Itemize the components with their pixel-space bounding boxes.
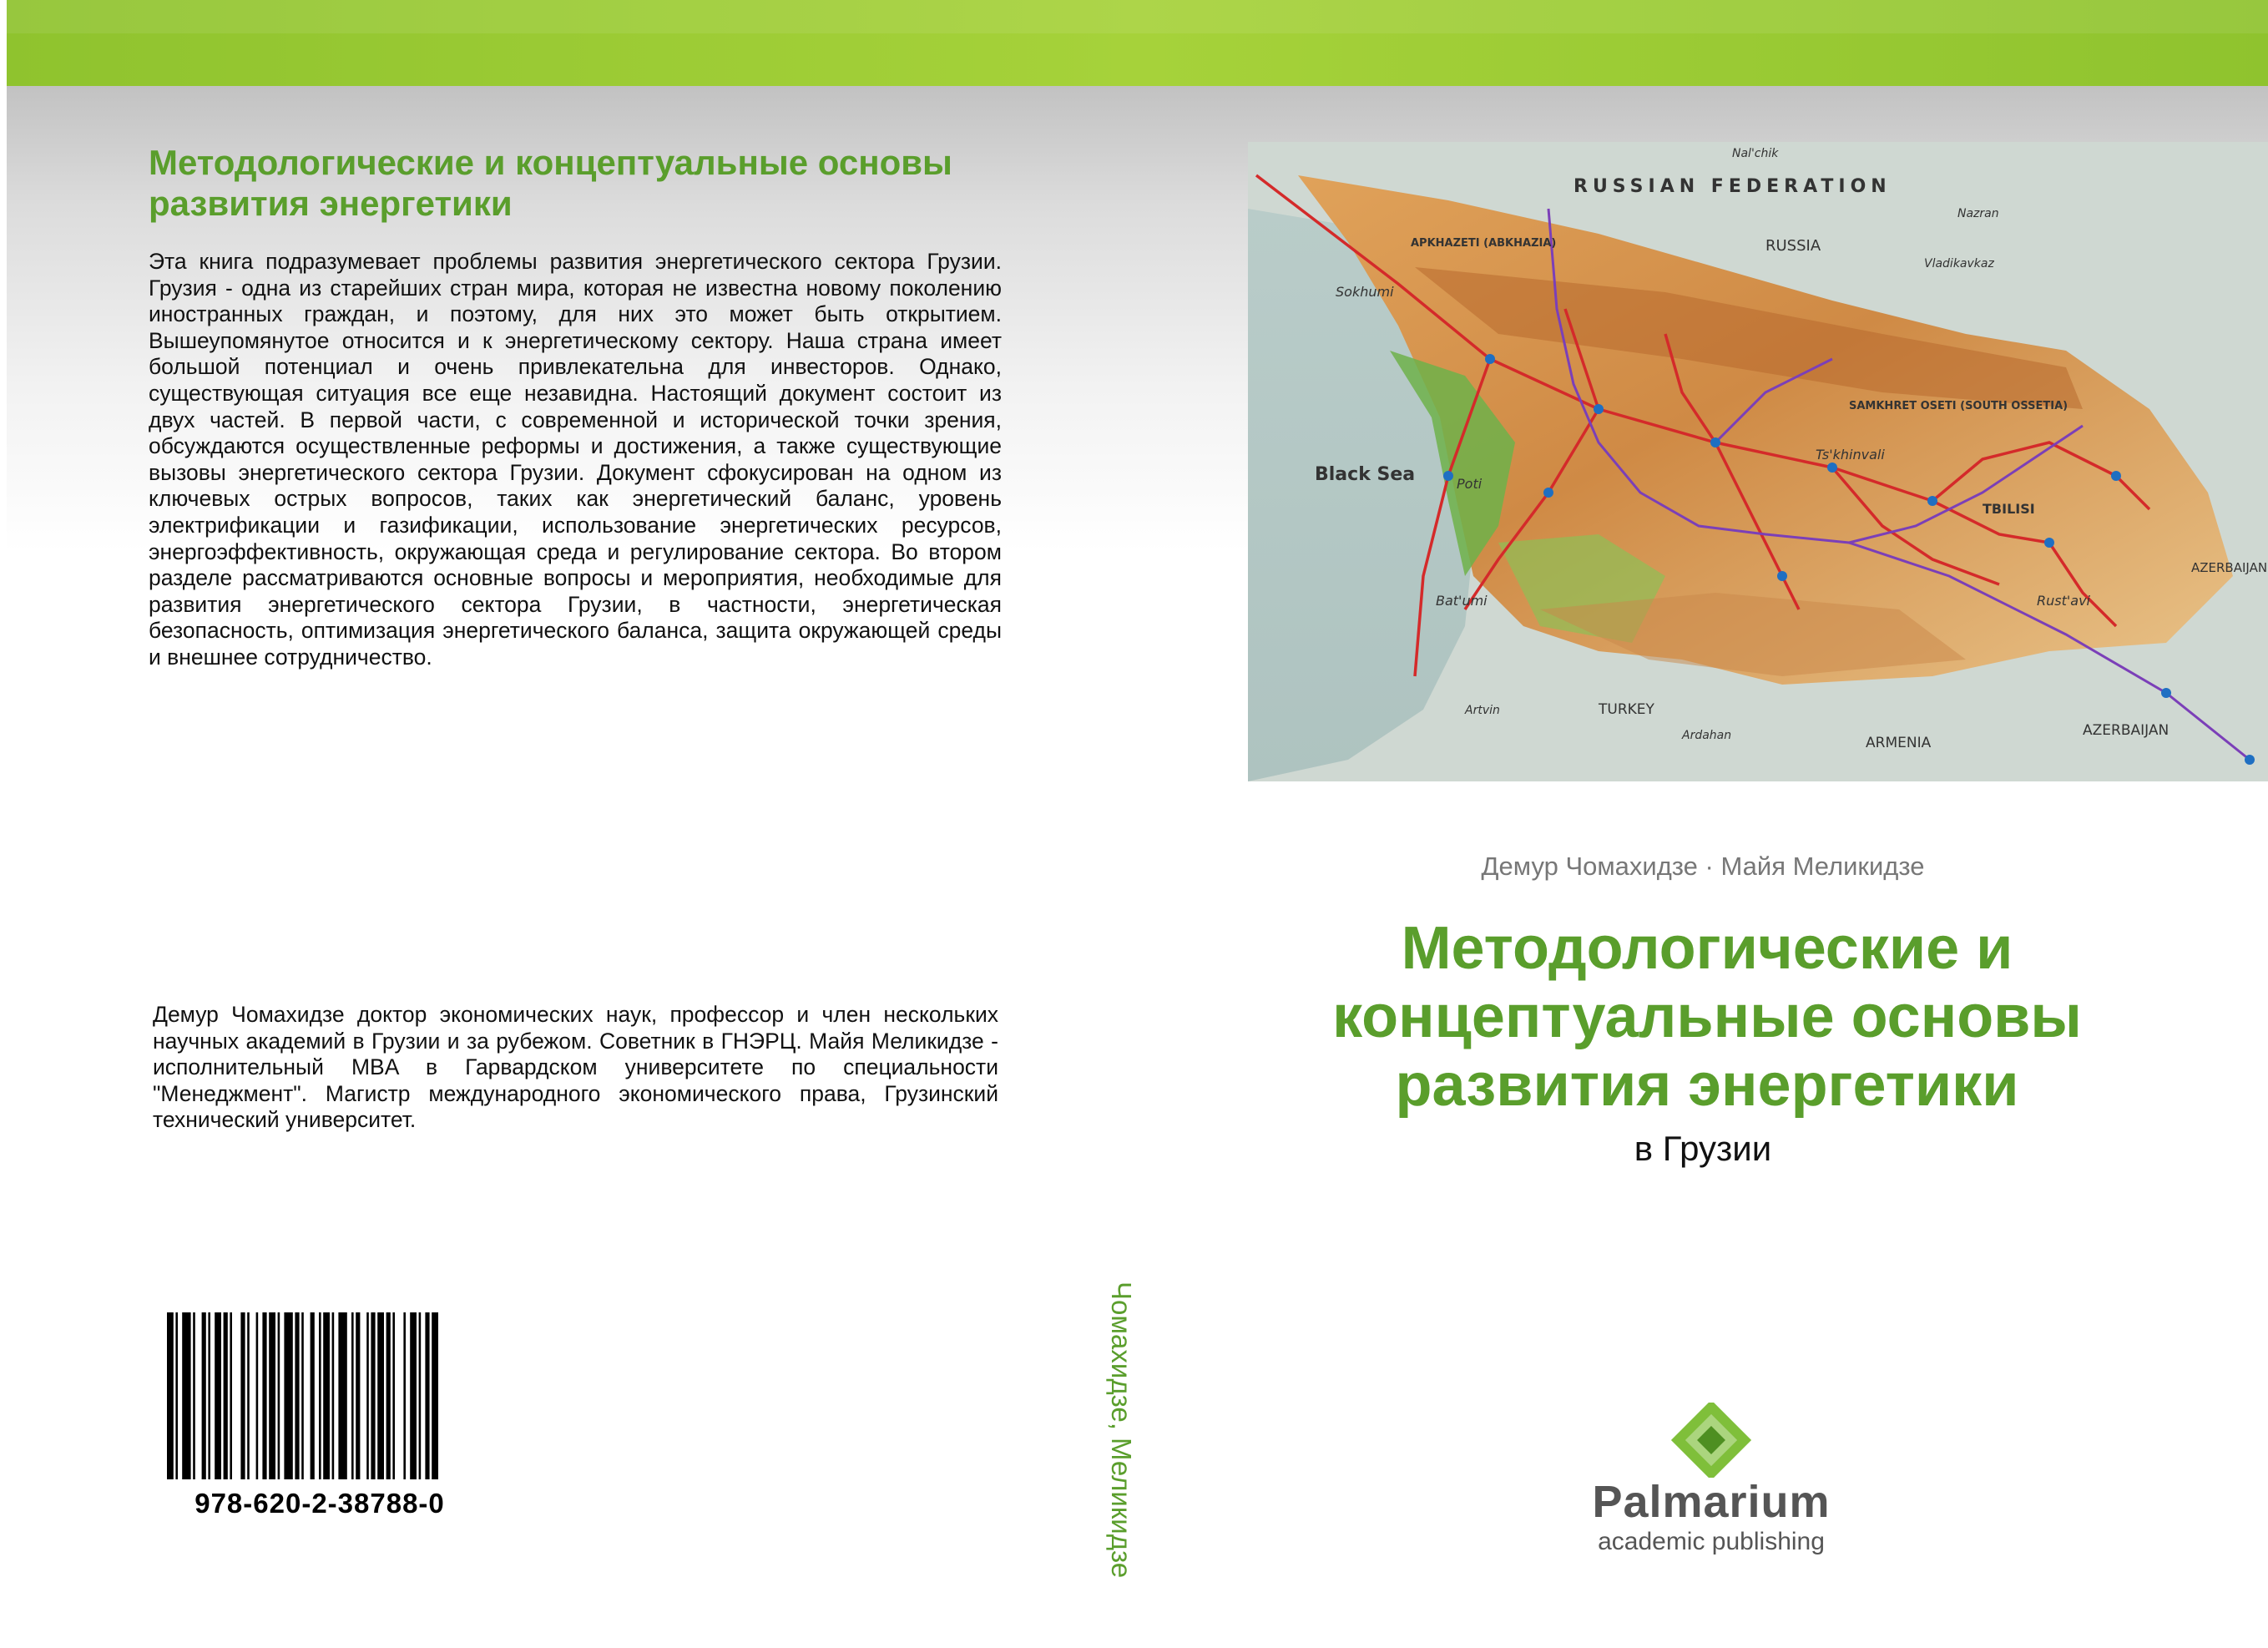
georgia-energy-map [1248,142,2268,781]
front-authors: Демур Чомахидзе · Майя Меликидзе [1481,852,1925,881]
map-label-poti: Poti [1457,476,1483,492]
back-cover-title: Методологические и концептуальные основы развития энергетики [149,143,952,223]
map-label-black-sea: Black Sea [1315,464,1416,485]
map-label-south-ossetia: SAMKHRET OSETI (SOUTH OSSETIA) [1849,400,2068,412]
map-label-armenia: ARMENIA [1866,735,1932,751]
map-label-artvin: Artvin [1465,704,1500,717]
map-label-rustavi: Rust'avi [2037,593,2090,609]
map-label-tbilisi: TBILISI [1983,501,2035,517]
top-green-band [7,0,2268,86]
author-bio: Демур Чомахидзе доктор экономических наук, профессор и член нескольких научных академий в Грузии и за рубежом. Советник в ГНЭРЦ. Майя Меликидзе - исполнительный MBA в Гарвардском университете по специальности "Менеджмент". Магистр международного экономического права, Грузинский технический университет. [153,1002,998,1133]
map-label-russia: RUSSIA [1765,237,1821,255]
publisher-logo [1569,1403,1853,1561]
publisher-name: Palmarium [1592,1477,1831,1527]
map-graphic [1248,142,2268,781]
publisher-subtitle: academic publishing [1598,1528,1825,1555]
map-label-nalchik: Nal'chik [1732,147,1779,160]
map-label-azerbaijan-east: AZERBAIJAN [2191,560,2268,575]
map-label-tskhinvali: Ts'khinvali [1816,447,1885,463]
palmarium-emblem-icon [1569,1403,1853,1478]
back-cover-description: Эта книга подразумевает проблемы развития энергетического сектора Грузии. Грузия - одна из старейших стран мира, которая не известна новому поколению иностранных граждан, и поэтому, для них это может быть открытием. Вышеупомянутое относится и к энергетическому сектору. Наша страна имеет большой потенциал и очень привлекательна для инвесторов. Однако, существующая ситуация все еще незавидна. Настоящий документ состоит из двух частей. В первой части, с современной и исторической точки зрения, обсуждаются осуществленные реформы и достижения, а также существующие вызовы энергетического сектора Грузии. Документ сфокусирован на одном из ключевых острых вопросов, таких как энергетический баланс, уровень электрификации и газификации, использование энергетических ресурсов, энергоэффективность, окружающая среда и регулирование сектора. Во втором разделе рассматриваются основные вопросы и мероприятия, необходимые для развития энергетического сектора Грузии, в частности, энергетическая безопасность, оптимизация энергетического баланса, защита окружающей среды и внешнее сотрудничество. [149,249,1002,670]
map-label-abkhazia: APKHAZETI (ABKHAZIA) [1411,237,1557,250]
isbn-number: 978-620-2-38788-0 [194,1488,445,1519]
barcode-bars [164,1312,476,1484]
map-label-batumi: Bat'umi [1436,593,1488,609]
front-cover-subtitle: в Грузии [1634,1129,1772,1168]
map-label-ardahan: Ardahan [1682,729,1732,742]
barcode [164,1312,476,1529]
map-label-azerbaijan-south: AZERBAIJAN [2083,722,2170,739]
spine-authors: Чомахидзе, Меликидзе [1106,1281,1137,1579]
map-label-turkey: TURKEY [1599,701,1654,718]
map-label-sokhumi: Sokhumi [1336,284,1394,300]
map-label-russian-federation: RUSSIAN FEDERATION [1573,176,1892,197]
map-label-vladikavkaz: Vladikavkaz [1924,257,1994,270]
front-cover-title: Методологические и концептуальные основы развития энергетики [1332,915,2082,1119]
map-label-nazran: Nazran [1957,207,1999,220]
